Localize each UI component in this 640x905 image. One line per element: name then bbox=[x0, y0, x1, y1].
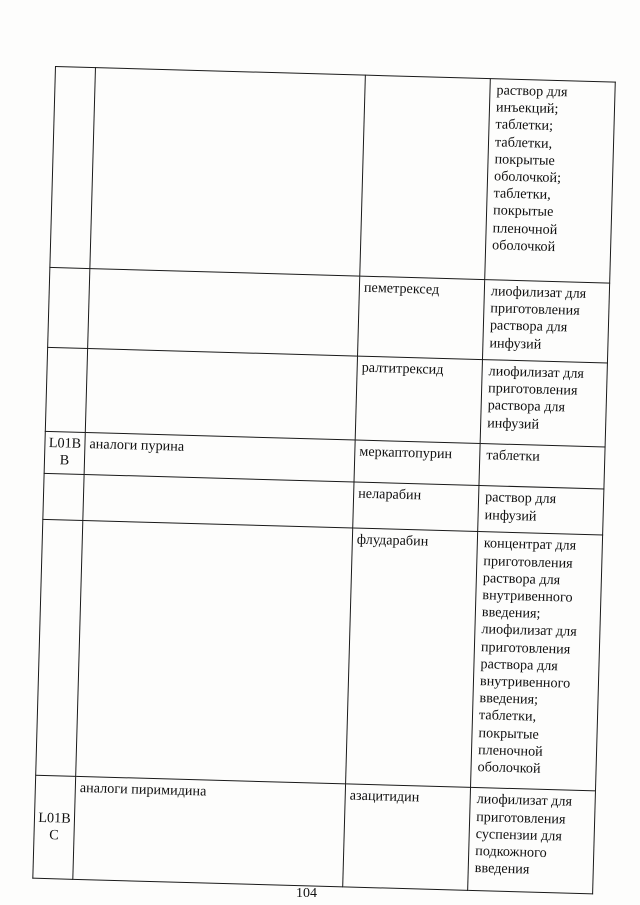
pharmacological-group-cell bbox=[90, 68, 366, 276]
pharmacological-group-cell bbox=[76, 521, 353, 784]
dosage-form-cell: лиофилизат для приготовления суспензии для подкожного введения bbox=[468, 788, 596, 894]
pharmacological-group-cell bbox=[85, 349, 357, 441]
atc-code-cell bbox=[50, 67, 96, 269]
pharmacological-group-cell: аналоги пиримидина bbox=[73, 777, 346, 887]
table-row bbox=[48, 267, 610, 363]
drug-name-cell: неларабин bbox=[353, 482, 479, 531]
drug-classification-table bbox=[32, 66, 615, 895]
table-row bbox=[45, 347, 607, 447]
drug-name-cell bbox=[360, 75, 491, 279]
dosage-form-cell: концентрат для приготовления раствора для внутривенного введения; лиофилизат для приготовления раствора для внутривенного введения; таблетки, покрытые пленочной оболочкой bbox=[471, 532, 603, 791]
pharmacological-group-cell bbox=[83, 475, 354, 529]
atc-code-cell: L01B C bbox=[33, 776, 76, 880]
table-row bbox=[33, 776, 596, 895]
page-number: 104 bbox=[296, 886, 317, 901]
table-row bbox=[36, 520, 603, 792]
dosage-form-cell: раствор для инъекций; таблетки; таблетки, покрытые оболочкой; таблетки, покрытые пленочной оболочкой bbox=[485, 79, 616, 283]
pharmacological-group-cell: аналоги пурина bbox=[84, 432, 355, 482]
drug-name-cell: ралтитрексид bbox=[355, 356, 482, 443]
pharmacological-group-cell bbox=[88, 269, 360, 357]
atc-code-cell bbox=[48, 267, 90, 348]
drug-name-cell: флударабин bbox=[346, 528, 478, 787]
atc-code-cell bbox=[43, 474, 84, 521]
dosage-form-cell: лиофилизат для приготовления раствора для инфузий bbox=[482, 280, 609, 363]
dosage-form-cell: раствор для инфузий bbox=[478, 486, 604, 535]
drug-name-cell: азацитидин bbox=[343, 784, 471, 890]
dosage-form-cell: таблетки bbox=[479, 444, 605, 490]
atc-code-cell: L01B B bbox=[44, 431, 85, 475]
dosage-form-cell: лиофилизат для приготовления раствора для инфузий bbox=[480, 360, 607, 447]
table-row bbox=[50, 67, 615, 284]
drug-name-cell: пеметрексед bbox=[358, 276, 485, 359]
drug-table-container bbox=[32, 66, 614, 895]
atc-code-cell bbox=[45, 347, 87, 432]
drug-name-cell: меркаптопурин bbox=[354, 440, 480, 486]
